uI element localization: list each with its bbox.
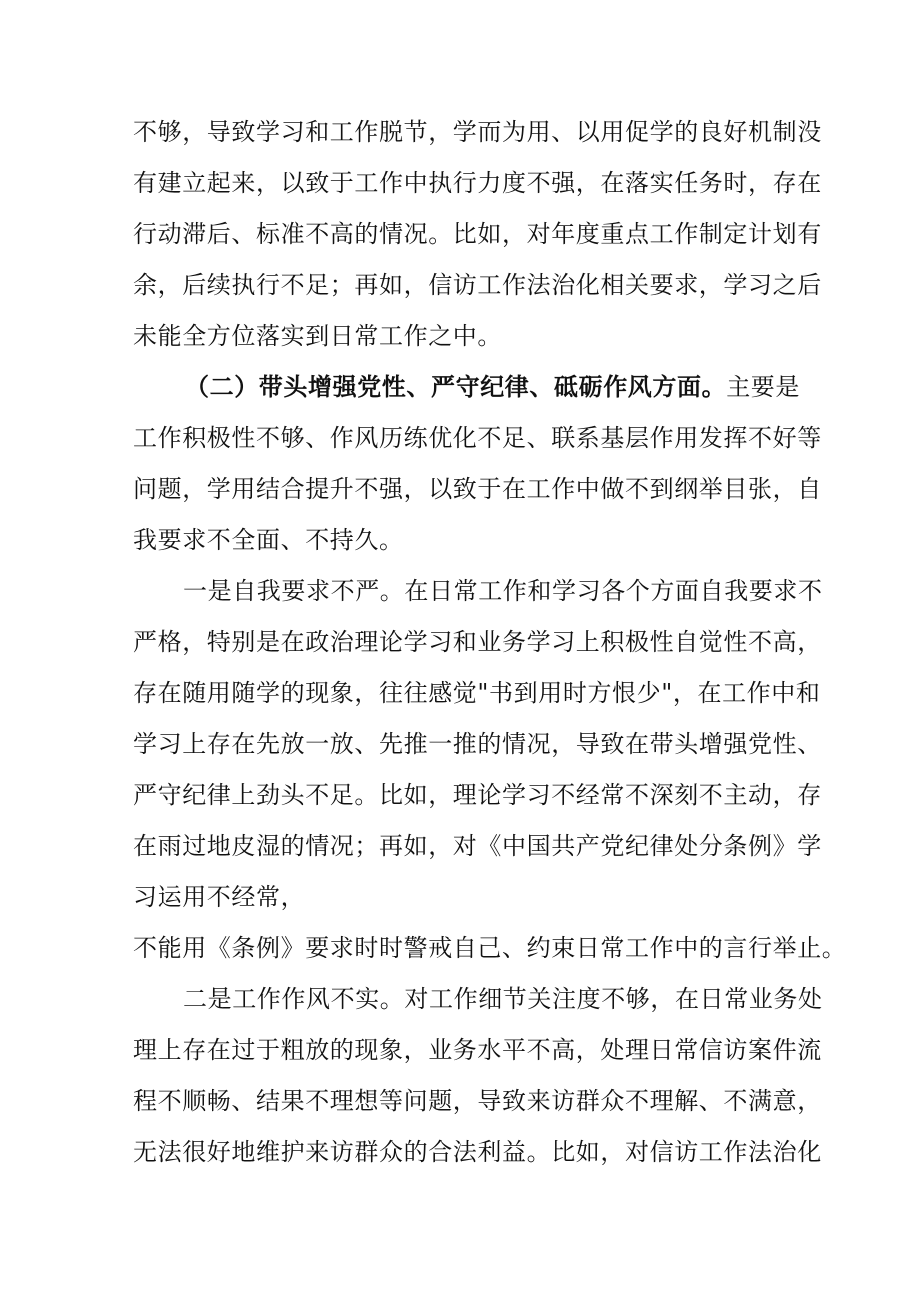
section-heading-line: [185, 372, 801, 402]
paragraph-line: 不够，导致学习和工作脱节，学而为用、以用促学的良好机制没: [133, 118, 822, 146]
paragraph-line: 严格，特别是在政治理论学习和业务学习上积极性自觉性不高，: [133, 628, 822, 656]
paragraph-line: 行动滞后、标准不高的情况。比如，对年度重点工作制定计划有: [133, 220, 822, 248]
paragraph-line: 不能用《条例》要求时时警戒自己、约束日常工作中的言行举止。: [133, 934, 847, 962]
section-heading: （二）带头增强党性、严守纪律、砥砺作风方面。: [185, 372, 727, 401]
paragraph-line: 程不顺畅、结果不理想等问题，导致来访群众不理解、不满意，: [133, 1087, 822, 1115]
paragraph-line: 余，后续执行不足；再如，信访工作法治化相关要求，学习之后: [133, 271, 822, 299]
paragraph-line: 理上存在过于粗放的现象，业务水平不高，处理日常信访案件流: [133, 1036, 822, 1064]
paragraph-line: 一是自我要求不严。在日常工作和学习各个方面自我要求不: [183, 577, 823, 605]
section-heading-continuation: 主要是: [726, 373, 801, 401]
paragraph-line: 存在随用随学的现象，往往感觉"书到用时方恨少"，在工作中和: [133, 679, 821, 707]
paragraph-line: 问题，学用结合提升不强，以致于在工作中做不到纲举目张，自: [133, 475, 822, 503]
paragraph-line: 我要求不全面、不持久。: [133, 526, 404, 554]
paragraph-line: 未能全方位落实到日常工作之中。: [133, 322, 502, 350]
paragraph-line: 无法很好地维护来访群众的合法利益。比如，对信访工作法治化: [133, 1138, 822, 1166]
paragraph-line: 习运用不经常，: [133, 883, 306, 911]
paragraph-line: 严守纪律上劲头不足。比如，理论学习不经常不深刻不主动，存: [133, 781, 822, 809]
paragraph-line: 有建立起来，以致于工作中执行力度不强，在落实任务时，存在: [133, 169, 822, 197]
paragraph-line: 工作积极性不够、作风历练优化不足、联系基层作用发挥不好等: [133, 424, 822, 452]
paragraph-line: 学习上存在先放一放、先推一推的情况，导致在带头增强党性、: [133, 730, 822, 758]
paragraph-line: 在雨过地皮湿的情况；再如，对《中国共产党纪律处分条例》学: [133, 832, 822, 860]
paragraph-line: 二是工作作风不实。对工作细节关注度不够，在日常业务处: [183, 985, 823, 1013]
